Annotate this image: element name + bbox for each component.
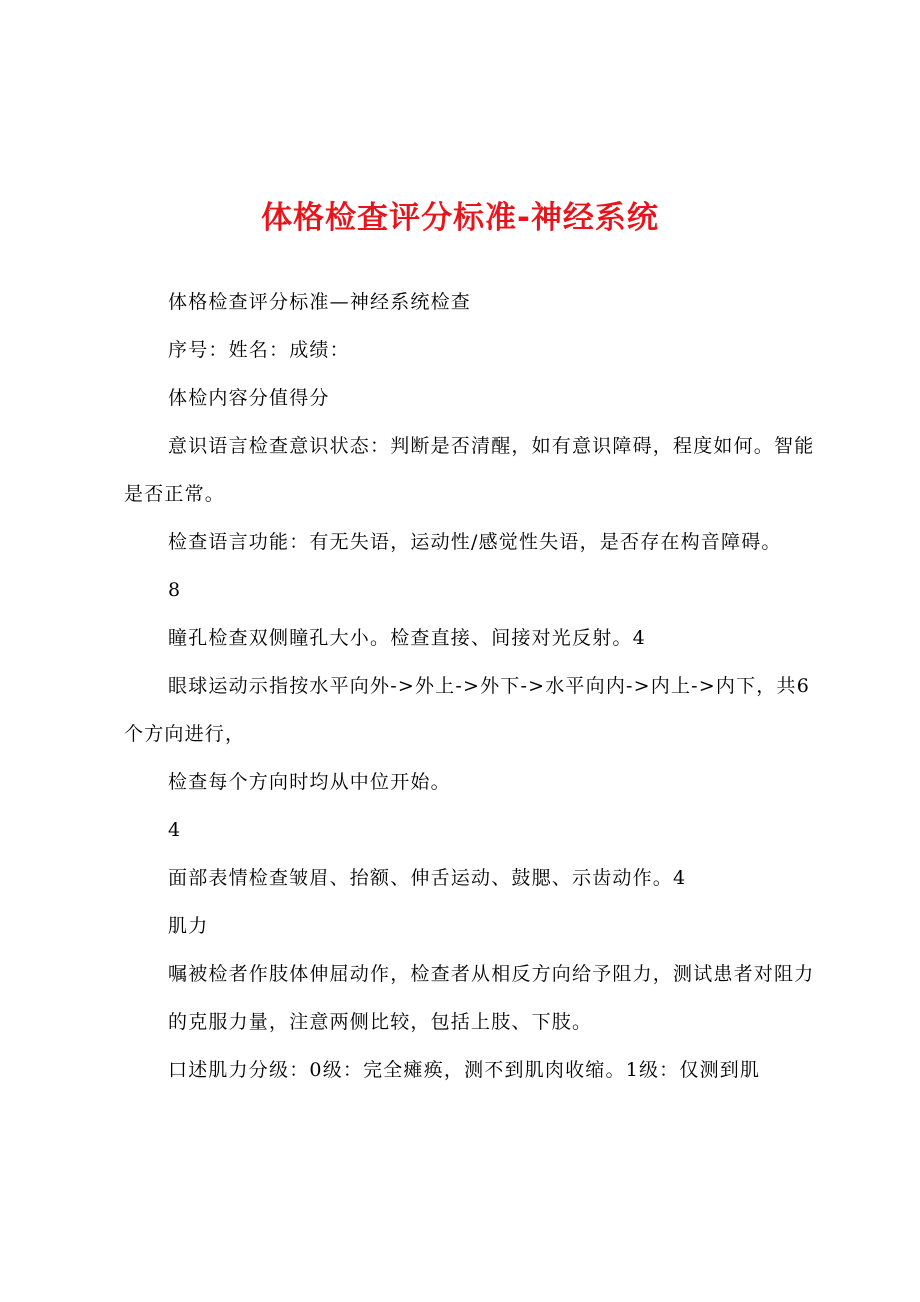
paragraph-facial: 面部表情检查皱眉、抬额、伸舌运动、鼓腮、示齿动作。4: [168, 867, 687, 889]
paragraph-eye-movement-cont: 检查每个方向时均从中位开始。: [168, 771, 451, 793]
paragraph-score-8: 8: [168, 579, 182, 601]
document-body: [124, 278, 824, 1094]
paragraph-pupil: 瞳孔检查双侧瞳孔大小。检查直接、间接对光反射。4: [168, 627, 646, 649]
paragraph-muscle-test-cont: 的克服力量，注意两侧比较，包括上肢、下肢。: [168, 1011, 593, 1033]
paragraph-table-header: 体检内容分值得分: [168, 387, 330, 409]
paragraph-consciousness: 意识语言检查意识状态：判断是否清醒，如有意识障碍，程度如何。智能是否正常。: [124, 435, 815, 505]
paragraph-subtitle: 体格检查评分标准—神经系统检查: [168, 291, 472, 313]
paragraph-form-fields: 序号：姓名：成绩：: [168, 339, 350, 361]
paragraph-score-4: 4: [168, 819, 182, 841]
paragraph-muscle-test: 嘱被检者作肢体伸屈动作，检查者从相反方向给予阻力，测试患者对阻力: [168, 963, 815, 985]
paragraph-language: 检查语言功能：有无失语，运动性/感觉性失语，是否存在构音障碍。: [168, 531, 782, 553]
paragraph-eye-movement: 眼球运动示指按水平向外->外上->外下->水平向内->内上->内下，共6个方向进行，: [124, 675, 810, 745]
document-title: 体格检查评分标准-神经系统: [261, 200, 659, 236]
paragraph-muscle-grading: 口述肌力分级：0级：完全瘫痪，测不到肌肉收缩。1级：仅测到肌: [168, 1059, 761, 1081]
paragraph-muscle-heading: 肌力: [168, 915, 209, 937]
